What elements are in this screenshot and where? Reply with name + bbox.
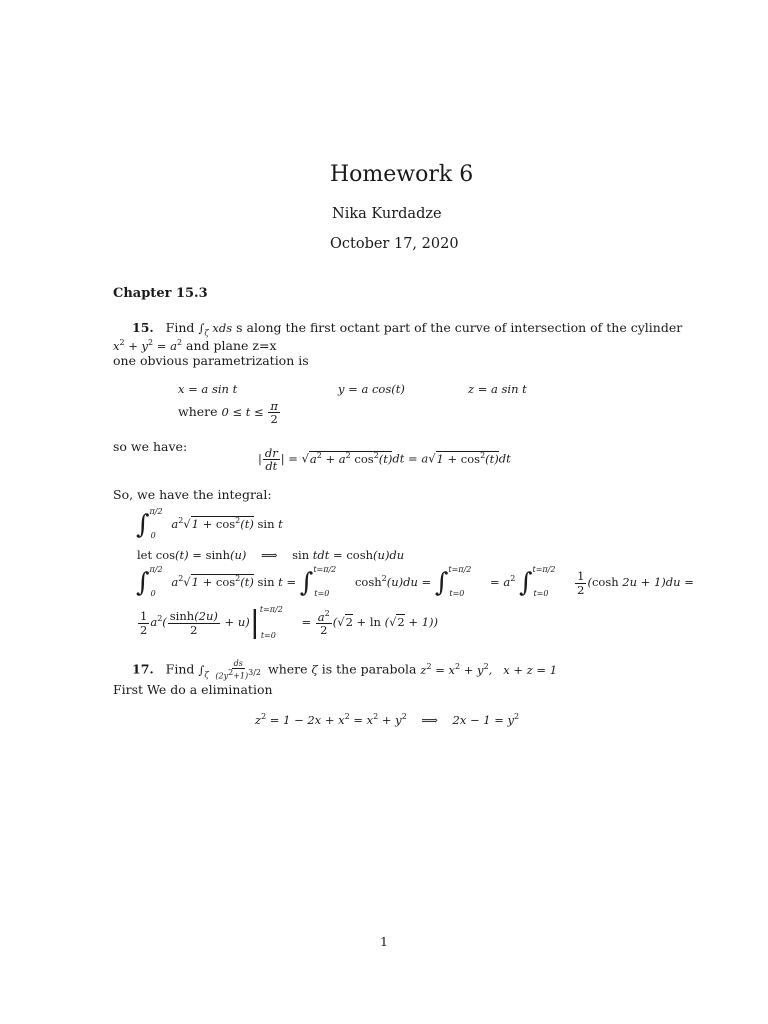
arc-length-derivative: | $\frac{dr}{dt}$ | = $√a^2 + a^2$ $\cos^2(t)dt = a√1 + \cos^2(t)dt$ [258,446,511,474]
line-integral-17: $\int_\zeta$ $\frac{ds}{(2y^2+1)^{3/2}}$ [198,659,262,682]
problem-15-line-3: one obvious parametrization is [113,353,309,368]
so-we-have: so we have: [113,439,188,454]
integral-intro: So, we have the integral: [113,487,272,502]
elimination-equation: $z^2 = 1 - 2x + x^2 = x^2 + y^2$ ⟹ $2x - 1 = y^2$ [255,712,520,727]
parabola-equation: $z^2 = x^2 + y^2$, x + z = 1 [420,661,558,677]
problem-15-number: 15. [132,320,154,335]
page-number: 1 [380,934,388,949]
integral-expression: ∫$^{\pi/2}_0$ $a^2√1 + \cos^2(t)$ sin t [136,507,283,540]
problem-17-number: 17. [132,661,154,677]
date: October 17, 2020 [330,236,459,252]
cylinder-equation: $x^2 + y^2 = a^2$ [113,338,183,353]
problem-15-line-2: $x^2 + y^2 = a^2$ and plane z=x [113,338,277,353]
substitution-line: let cos(t) = sinh(u) ⟹ sin tdt = cosh(u)du [137,548,405,562]
integral-result: $\frac{1}{2}$ $a^2$( $\frac{\sinh(2u)}{2}$ + $u)|^{t=\pi/2}_{t=0}$ = $\frac{a^2}{2}$ (√2 + ln (√2 + 1)) [140,605,438,640]
param-z: z = a sin t [468,382,527,396]
problem-17-line-2: First We do a elimination [113,682,273,697]
author-name: Nika Kurdadze [332,206,442,222]
param-x: x = a sin t [178,382,238,396]
substituted-integral: ∫$^{\pi/2}_0$ $a^2√1 + \cos^2(t)$ sin t = ∫$^{t=\pi/2}_{t=0}$ $\cosh^2(u)du = \int^{t=\pi/2}_{t=0} = a^2$ ∫$^{t=\pi/2}_{t=0}$ $\frac{1}{2}$ (cosh 2u + 1)du = [136,565,694,598]
page-title: Homework 6 [330,162,474,187]
problem-15-line-1: 15. Find $\int_\zeta$ xds s along the first octant part of the curve of intersection of the cylinder [132,320,683,338]
line-integral-expr: $\int_\zeta$ xds [198,321,233,338]
param-y: y = a cos(t) [338,382,405,396]
param-range: where 0 ≤ t ≤ $\frac{\pi}{2}$ [178,399,278,427]
problem-17-line-1: 17. Find $\int_\zeta$ $\frac{ds}{(2y^2+1)^{3/2}}$ where ζ is the parabola $z^2 = x^2 + y^2$, x + z = 1 [132,659,558,682]
section-heading: Chapter 15.3 [113,286,208,301]
